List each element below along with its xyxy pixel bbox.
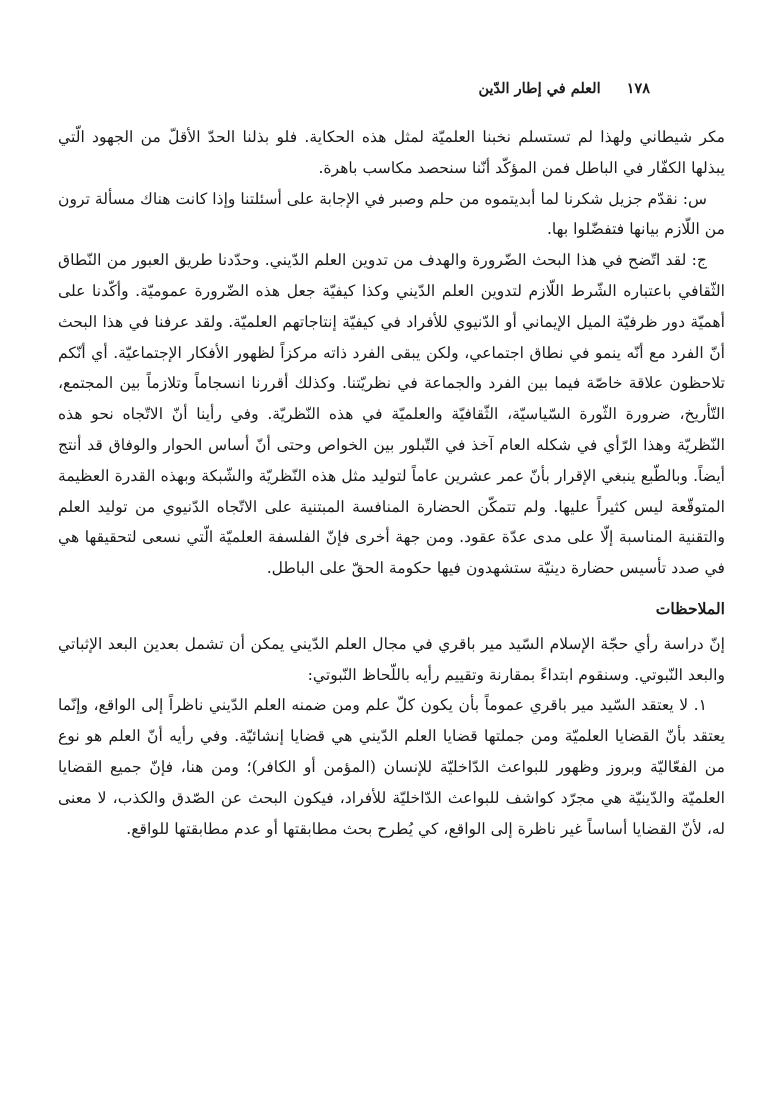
paragraph-notes-intro: إنّ دراسة رأي حجّة الإسلام السّيد مير باقري في مجال العلم الدّيني يمكن أن تشمل بعدين البعد الإثباتي والبعد النّبوتي. وسنقوم ابتداءً بمقارنة وتقييم رأيه باللّحاظ النّبوتي: [58, 634, 725, 684]
body-text [58, 122, 725, 844]
running-header [60, 80, 650, 97]
section-heading-notes: الملاحظات [655, 598, 725, 618]
page-number: ١٧٨ [626, 80, 650, 97]
paragraph-notes-item-1: ١. لا يعتقد السّيد مير باقري عموماً بأن يكون كلّ علم ومن ضمنه العلم الدّيني ناظراً إلى الواقع، وإنّما يعتقد بأنّ القضايا العلميّة ومن جملتها قضايا العلم الدّيني هي قضايا إنشائيّة. وفي رأيه أنّ العلم هو نوع من الفعّاليّة وبروز وظهور للبواعث الدّاخليّة للإنسان (المؤمن أو الكافر)؛ ومن هنا، فإنّ جميع القضايا العلميّة والدّينيّة هي مجرّد كواشف للبواعث الدّاخليّة للأفراد، فيكون البحث عن الصّدق والكذب، لا معنى له، لأنّ القضايا أساساً غير ناظرة إلى الواقع، كي يُطرح بحث مطابقتها أو عدم مطابقتها للواقع. [58, 696, 725, 838]
paragraph-question: س: نقدّم جزيل شكرنا لما أبديتموه من حلم وصبر في الإجابة على أسئلتنا وإذا كانت هناك مسألة ترون من اللّازم بيانها فتفضّلوا بها. [58, 189, 725, 239]
running-title: العلم في إطار الدّين [478, 80, 601, 97]
paragraph-answer: ج: لقد اتّضح في هذا البحث الضّرورة والهدف من تدوين العلم الدّيني. وحدّدنا طريق العبور من النّطاق الثّقافي باعتباره الشّرط اللّازم لتدوين العلم الدّيني وكذا كيفيّة جعل هذه الضّرورة عموميّة. وأكّدنا على أهميّة دور ظرفيّة الميل الإيماني أو الدّنيوي للأفراد في كيفيّة إنتاجاتهم العلميّة. ولقد عرفنا في هذا البحث أنّ الفرد مع أنّه ينمو في نطاق اجتماعي، ولكن يبقى الفرد ذاته مركزاً لظهور الأفكار الإجتماعيّة. أي أنّكم تلاحظون علاقة خاصّة فيما بين الفرد والجماعة في نظريّتنا. وكذلك أقررنا انسجاماً وتلازماً بين المجتمع، التّأريخ، ضرورة الثّورة السّياسيّة، الثّقافيّة والعلميّة في هذه النّظريّة. وفي رأينا أنّ الاتّجاه نحو هذه النّظريّة وهذا الرّأي في شكله العام آخذ في التّبلور بين الخواص وحتى أنّ أساس الحوار والوفاق قد أنتج أيضاً. وبالطّبع ينبغي الإقرار بأنّ عمر عشرين عاماً لتوليد مثل هذه النّظريّة والشّبكة وبهذه القدرة العظيمة المتوقّعة ليس كثيراً عليها. ولم تتمكّن الحضارة المنافسة المبتنية على الاتّجاه الدّنيوي من توليد العلم والتقنية المناسبة إلّا على مدى عدّة عقود. ومن جهة أخرى فإنّ الفلسفة العلميّة الّتي نسعى لتحقيقها هي في صدد تأسيس حضارة دينيّة ستشهدون فيها حكومة الحقّ على الباطل. [58, 251, 725, 578]
paragraph-continuation: مكر شيطاني ولهذا لم تستسلم نخبنا العلميّة لمثل هذه الحكاية. فلو بذلنا الحدّ الأقلّ من الجهود الّتي يبذلها الكفّار في الباطل فمن المؤكّد أنّنا سنحصد مكاسب باهرة. [58, 128, 725, 177]
